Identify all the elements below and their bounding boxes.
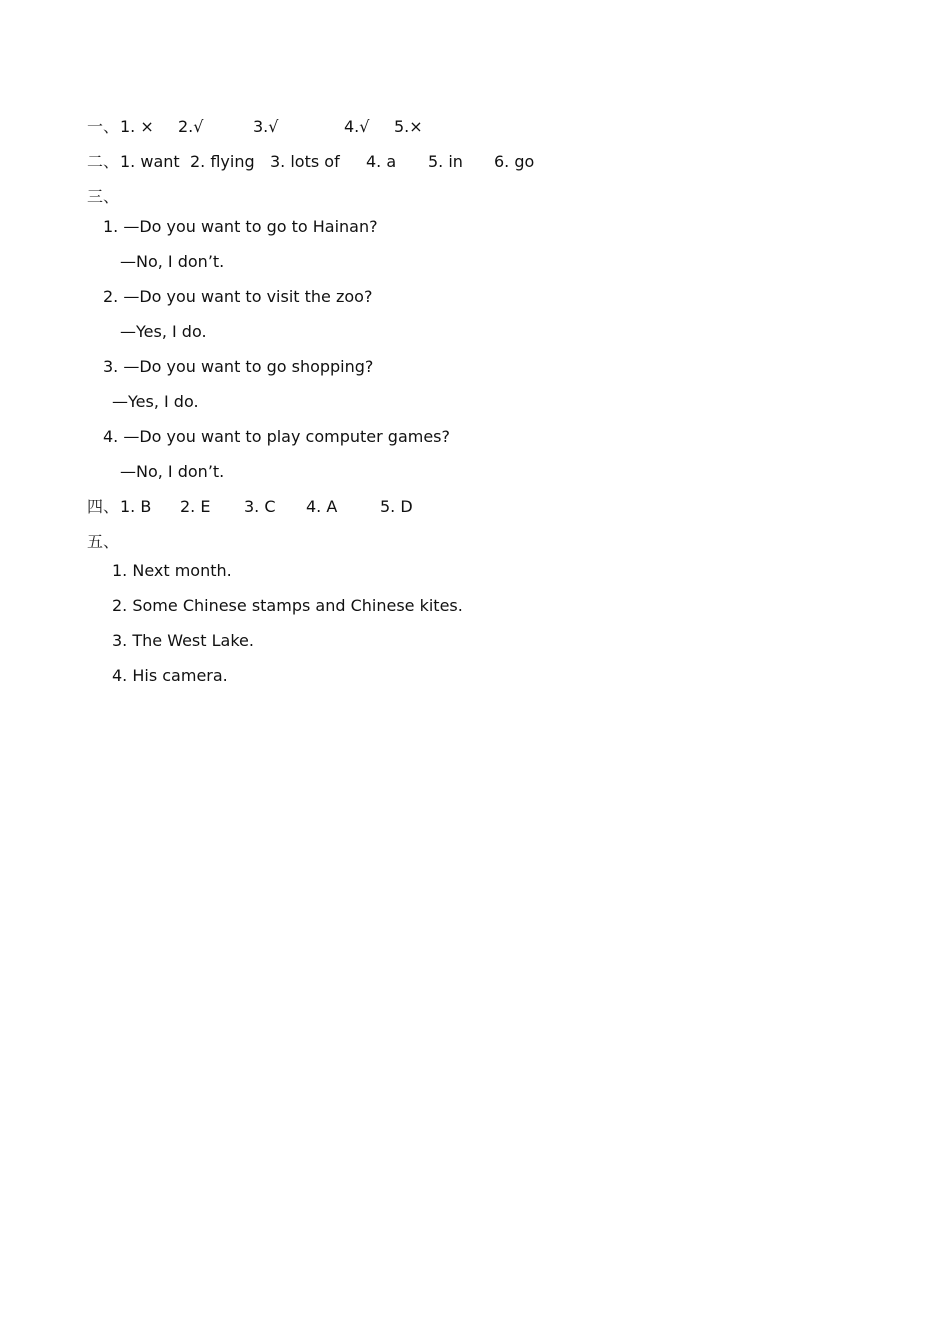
dialog-1-answer: —No, I don’t. <box>120 252 225 271</box>
section-2-item-4: 4. a <box>366 152 397 171</box>
section-1-item-4: 4.√ <box>344 117 370 136</box>
section-1-item-2: 2.√ <box>178 117 204 136</box>
section-3-number: 三、 <box>87 187 120 206</box>
section-2-item-2: 2. flying <box>190 152 255 171</box>
section-4-number: 四、 <box>87 497 120 516</box>
section-2-row <box>87 150 587 174</box>
section-5-answer-4: 4. His camera. <box>112 666 228 685</box>
section-4-item-2: 2. E <box>180 497 211 516</box>
section-5-number: 五、 <box>87 532 120 551</box>
dialog-4-question: 4. —Do you want to play computer games? <box>103 427 450 446</box>
dialog-2-answer: —Yes, I do. <box>120 322 207 341</box>
section-1-item-3: 3.√ <box>253 117 279 136</box>
dialog-3-answer: —Yes, I do. <box>112 392 199 411</box>
section-2-item-5: 5. in <box>428 152 463 171</box>
section-4-item-1: 1. B <box>120 497 152 516</box>
section-2-item-3: 3. lots of <box>270 152 340 171</box>
section-1-row <box>87 115 487 139</box>
section-4-item-4: 4. A <box>306 497 338 516</box>
section-1-item-1: 1. × <box>120 117 154 136</box>
section-5-answer-1: 1. Next month. <box>112 561 232 580</box>
section-2-number: 二、 <box>87 152 120 171</box>
section-5-answer-2: 2. Some Chinese stamps and Chinese kites. <box>112 596 463 615</box>
section-1-item-5: 5.× <box>394 117 423 136</box>
section-4-row <box>87 495 487 519</box>
dialog-4-answer: —No, I don’t. <box>120 462 225 481</box>
section-2-item-6: 6. go <box>494 152 535 171</box>
dialog-2-question: 2. —Do you want to visit the zoo? <box>103 287 373 306</box>
dialog-1-question: 1. —Do you want to go to Hainan? <box>103 217 378 236</box>
section-5-answer-3: 3. The West Lake. <box>112 631 254 650</box>
section-1-number: 一、 <box>87 117 120 136</box>
section-4-item-5: 5. D <box>380 497 413 516</box>
dialog-3-question: 3. —Do you want to go shopping? <box>103 357 374 376</box>
section-2-item-1: 1. want <box>120 152 180 171</box>
section-4-item-3: 3. C <box>244 497 276 516</box>
